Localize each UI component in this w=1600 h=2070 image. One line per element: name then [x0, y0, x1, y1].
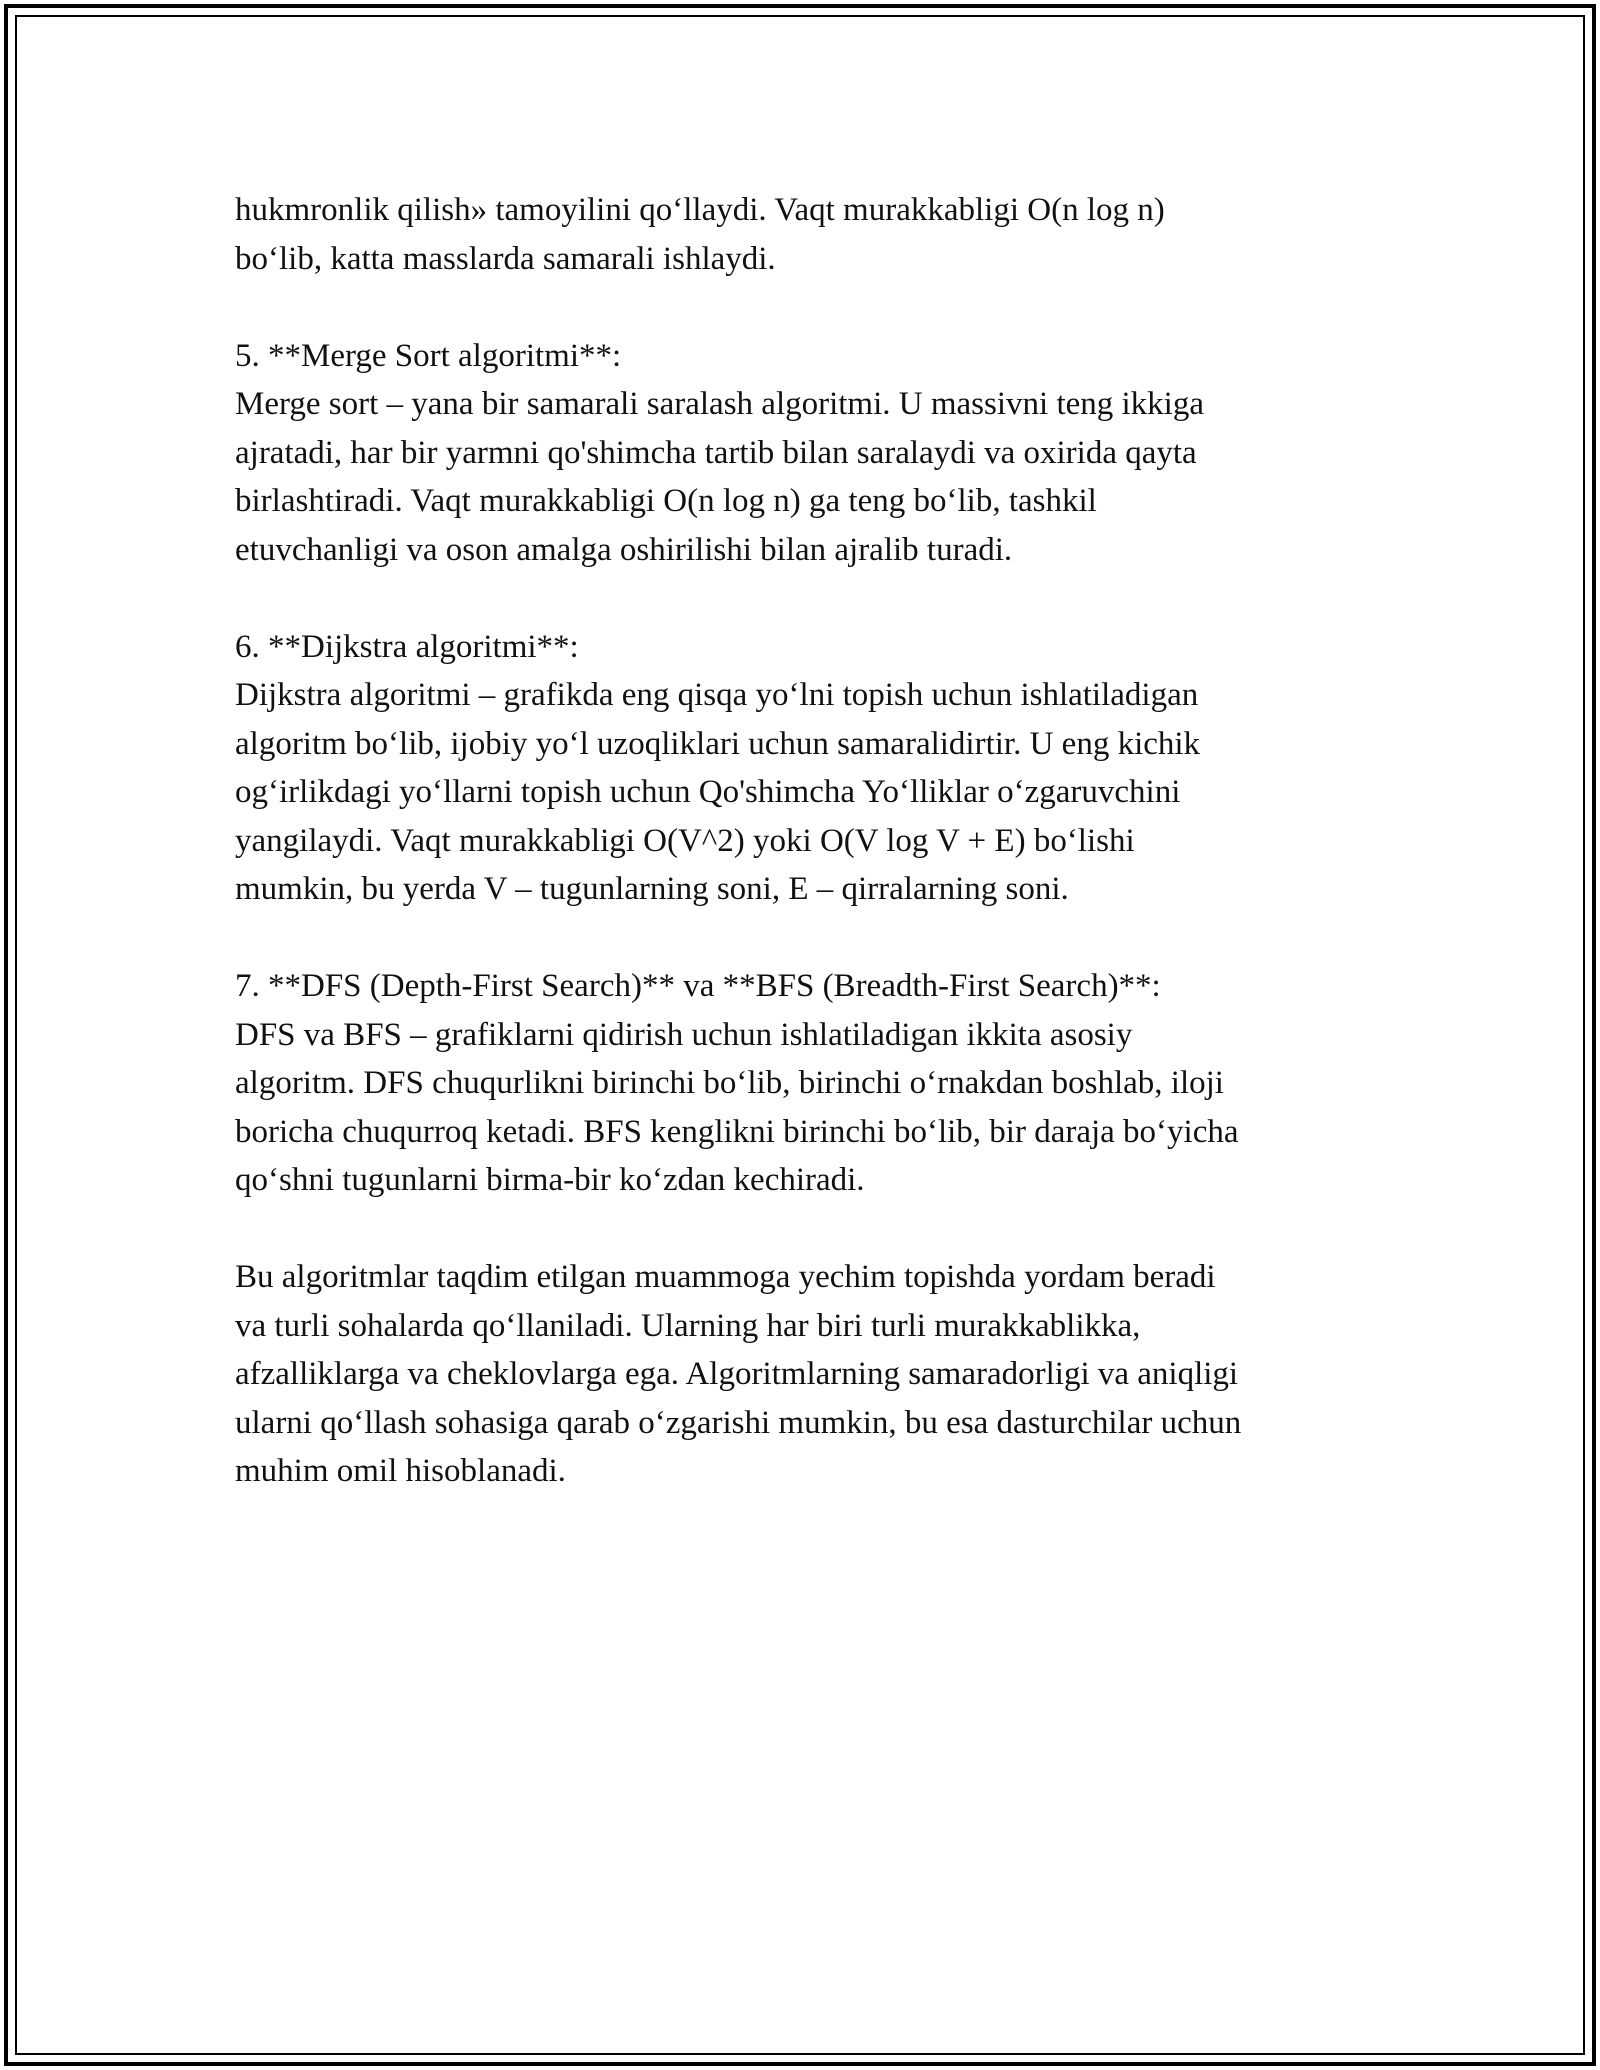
paragraph-merge-sort: 5. **Merge Sort algoritmi**: Merge sort – yana bir samarali saralash algoritmi. U massivni teng ikkiga ajratadi, har bir yarmni qo'shimcha tartib bilan saralaydi va oxirida qayta birlashtiradi. Vaqt murakkabligi O(n log n) ga teng bo‘lib, tashkil etuvchanligi va oson amalga oshirilishi bilan ajralib turadi. — [235, 337, 1204, 568]
paragraph-intro-continuation: hukmronlik qilish» tamoyilini qo‘llaydi. Vaqt murakkabligi O(n log n) bo‘lib, katta masslarda samarali ishlaydi. — [235, 192, 1165, 277]
document-body — [235, 186, 1375, 1544]
paragraph-conclusion: Bu algoritmlar taqdim etilgan muammoga yechim topishda yordam beradi va turli sohalarda qo‘llaniladi. Ularning har biri turli murakkablikka, afzalliklarga va cheklovlarga ega. Algoritmlarning samaradorligi va aniqligi ularni qo‘llash sohasiga qarab o‘zgarishi mumkin, bu esa dasturchilar uchun muhim omil hisoblanadi. — [235, 1259, 1242, 1489]
paragraph-dijkstra: 6. **Dijkstra algoritmi**: Dijkstra algoritmi – grafikda eng qisqa yo‘lni topish uchun ishlatiladigan algoritm bo‘lib, ijobiy yo‘l uzoqliklari uchun samaralidirtir. U eng kichik og‘irlikdagi yo‘llarni topish uchun Qo'shimcha Yo‘lliklar o‘zgaruvchini yangilaydi. Vaqt murakkabligi O(V^2) yoki O(V log V + E) bo‘lishi mumkin, bu yerda V – tugunlarning soni, E – qirralarning soni. — [235, 628, 1201, 907]
paragraph-dfs-bfs: 7. **DFS (Depth-First Search)** va **BFS (Breadth-First Search)**: DFS va BFS – grafiklarni qidirish uchun ishlatiladigan ikkita asosiy algoritm. DFS chuqurlikni birinchi bo‘lib, birinchi o‘rnakdan boshlab, iloji boricha chuqurroq ketadi. BFS kenglikni birinchi bo‘lib, bir daraja bo‘yicha qo‘shni tugunlarni birma-bir ko‘zdan kechiradi. — [235, 968, 1239, 1198]
